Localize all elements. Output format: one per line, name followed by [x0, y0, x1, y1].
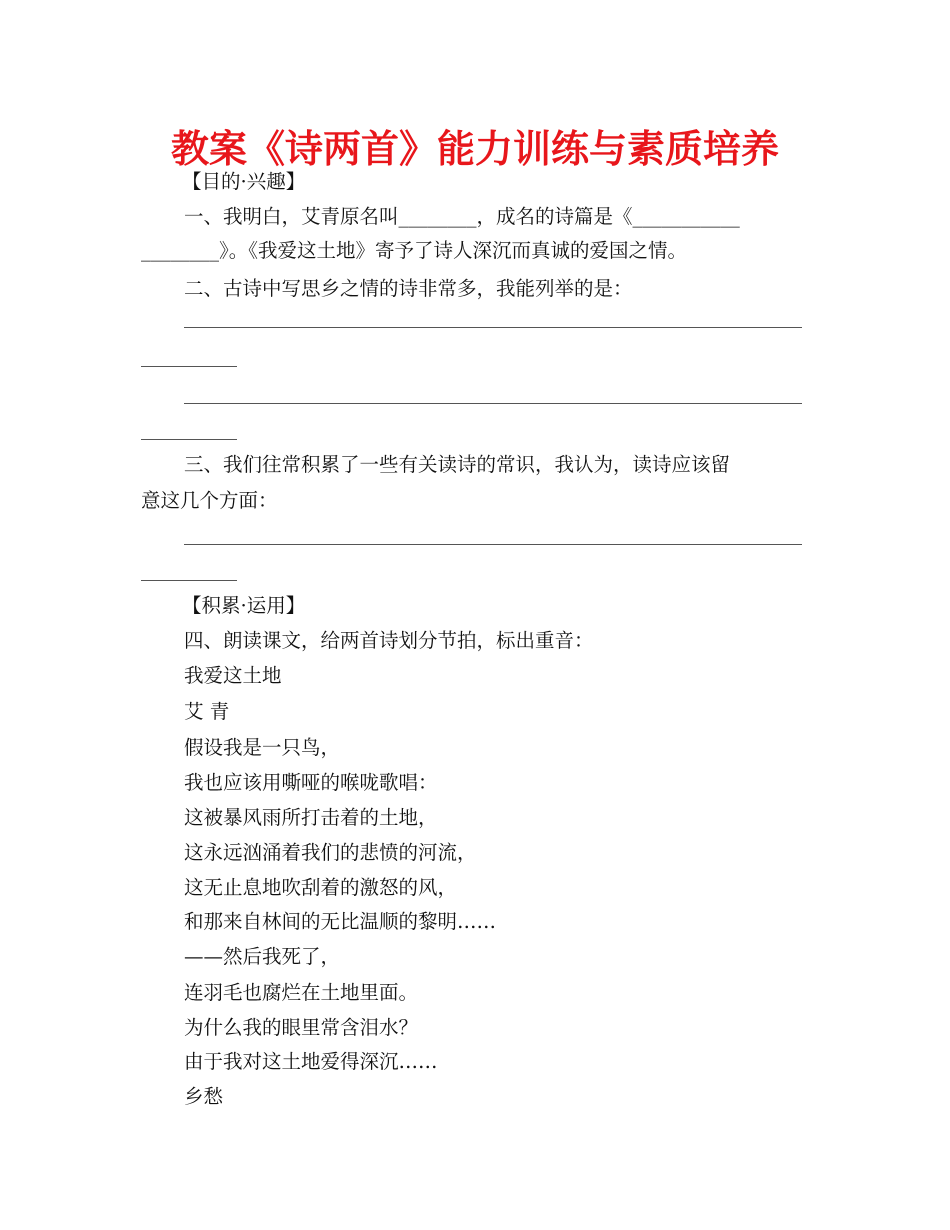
poem-line: 为什么我的眼里常含泪水？ [184, 1016, 419, 1039]
question-1-text-a: 一、我明白，艾青原名叫 [184, 205, 399, 228]
poem-line: 连羽毛也腐烂在土地里面。 [184, 981, 419, 1004]
poem-line: 我也应该用嘶哑的喉咙歌唱： [184, 771, 438, 794]
question-1-line-2 [141, 239, 687, 263]
poem-title: 我爱这土地 [184, 664, 282, 687]
poem-line: 和那来自林间的无比温顺的黎明…… [184, 910, 497, 933]
question-2: 二、古诗中写思乡之情的诗非常多，我能列举的是： [184, 277, 633, 300]
question-1-line-1 [184, 205, 740, 229]
poem-author: 艾 青 [184, 700, 230, 723]
answer-line [184, 327, 802, 328]
section-heading-purpose: 【目的·兴趣】 [182, 170, 306, 193]
document-title: 教案《诗两首》能力训练与素质培养 [170, 127, 779, 171]
answer-line-end [141, 439, 237, 440]
poem-line: 这被暴风雨所打击着的土地， [184, 806, 438, 829]
blank-poem-title-part1: ___________ [632, 205, 740, 228]
answer-line [184, 403, 802, 404]
question-3-line-2: 意这几个方面： [141, 489, 278, 512]
poem-line: ——然后我死了， [184, 945, 341, 968]
answer-line [184, 544, 802, 545]
poem-line: 由于我对这土地爱得深沉…… [184, 1050, 438, 1073]
question-3-line-1: 三、我们往常积累了一些有关读诗的常识，我认为，读诗应该留 [184, 453, 731, 476]
blank-poem-title-part2: ________ [141, 239, 219, 262]
blank-author-name: ________ [398, 205, 477, 228]
poem-line: 这永远汹涌着我们的悲愤的河流， [184, 841, 477, 864]
question-4: 四、朗读课文，给两首诗划分节拍，标出重音： [184, 629, 594, 652]
next-poem-title: 乡愁 [184, 1085, 224, 1108]
answer-line-end [141, 366, 237, 367]
question-1-text-c: 》。《我爱这土地》寄予了诗人深沉而真诚的爱国之情。 [219, 239, 688, 262]
question-1-text-b: ，成名的诗篇是《 [476, 205, 633, 228]
poem-line: 这无止息地吹刮着的激怒的风， [184, 876, 458, 899]
section-heading-practice: 【积累·运用】 [182, 594, 306, 617]
answer-line-end [141, 580, 237, 581]
poem-line: 假设我是一只鸟， [184, 736, 341, 759]
